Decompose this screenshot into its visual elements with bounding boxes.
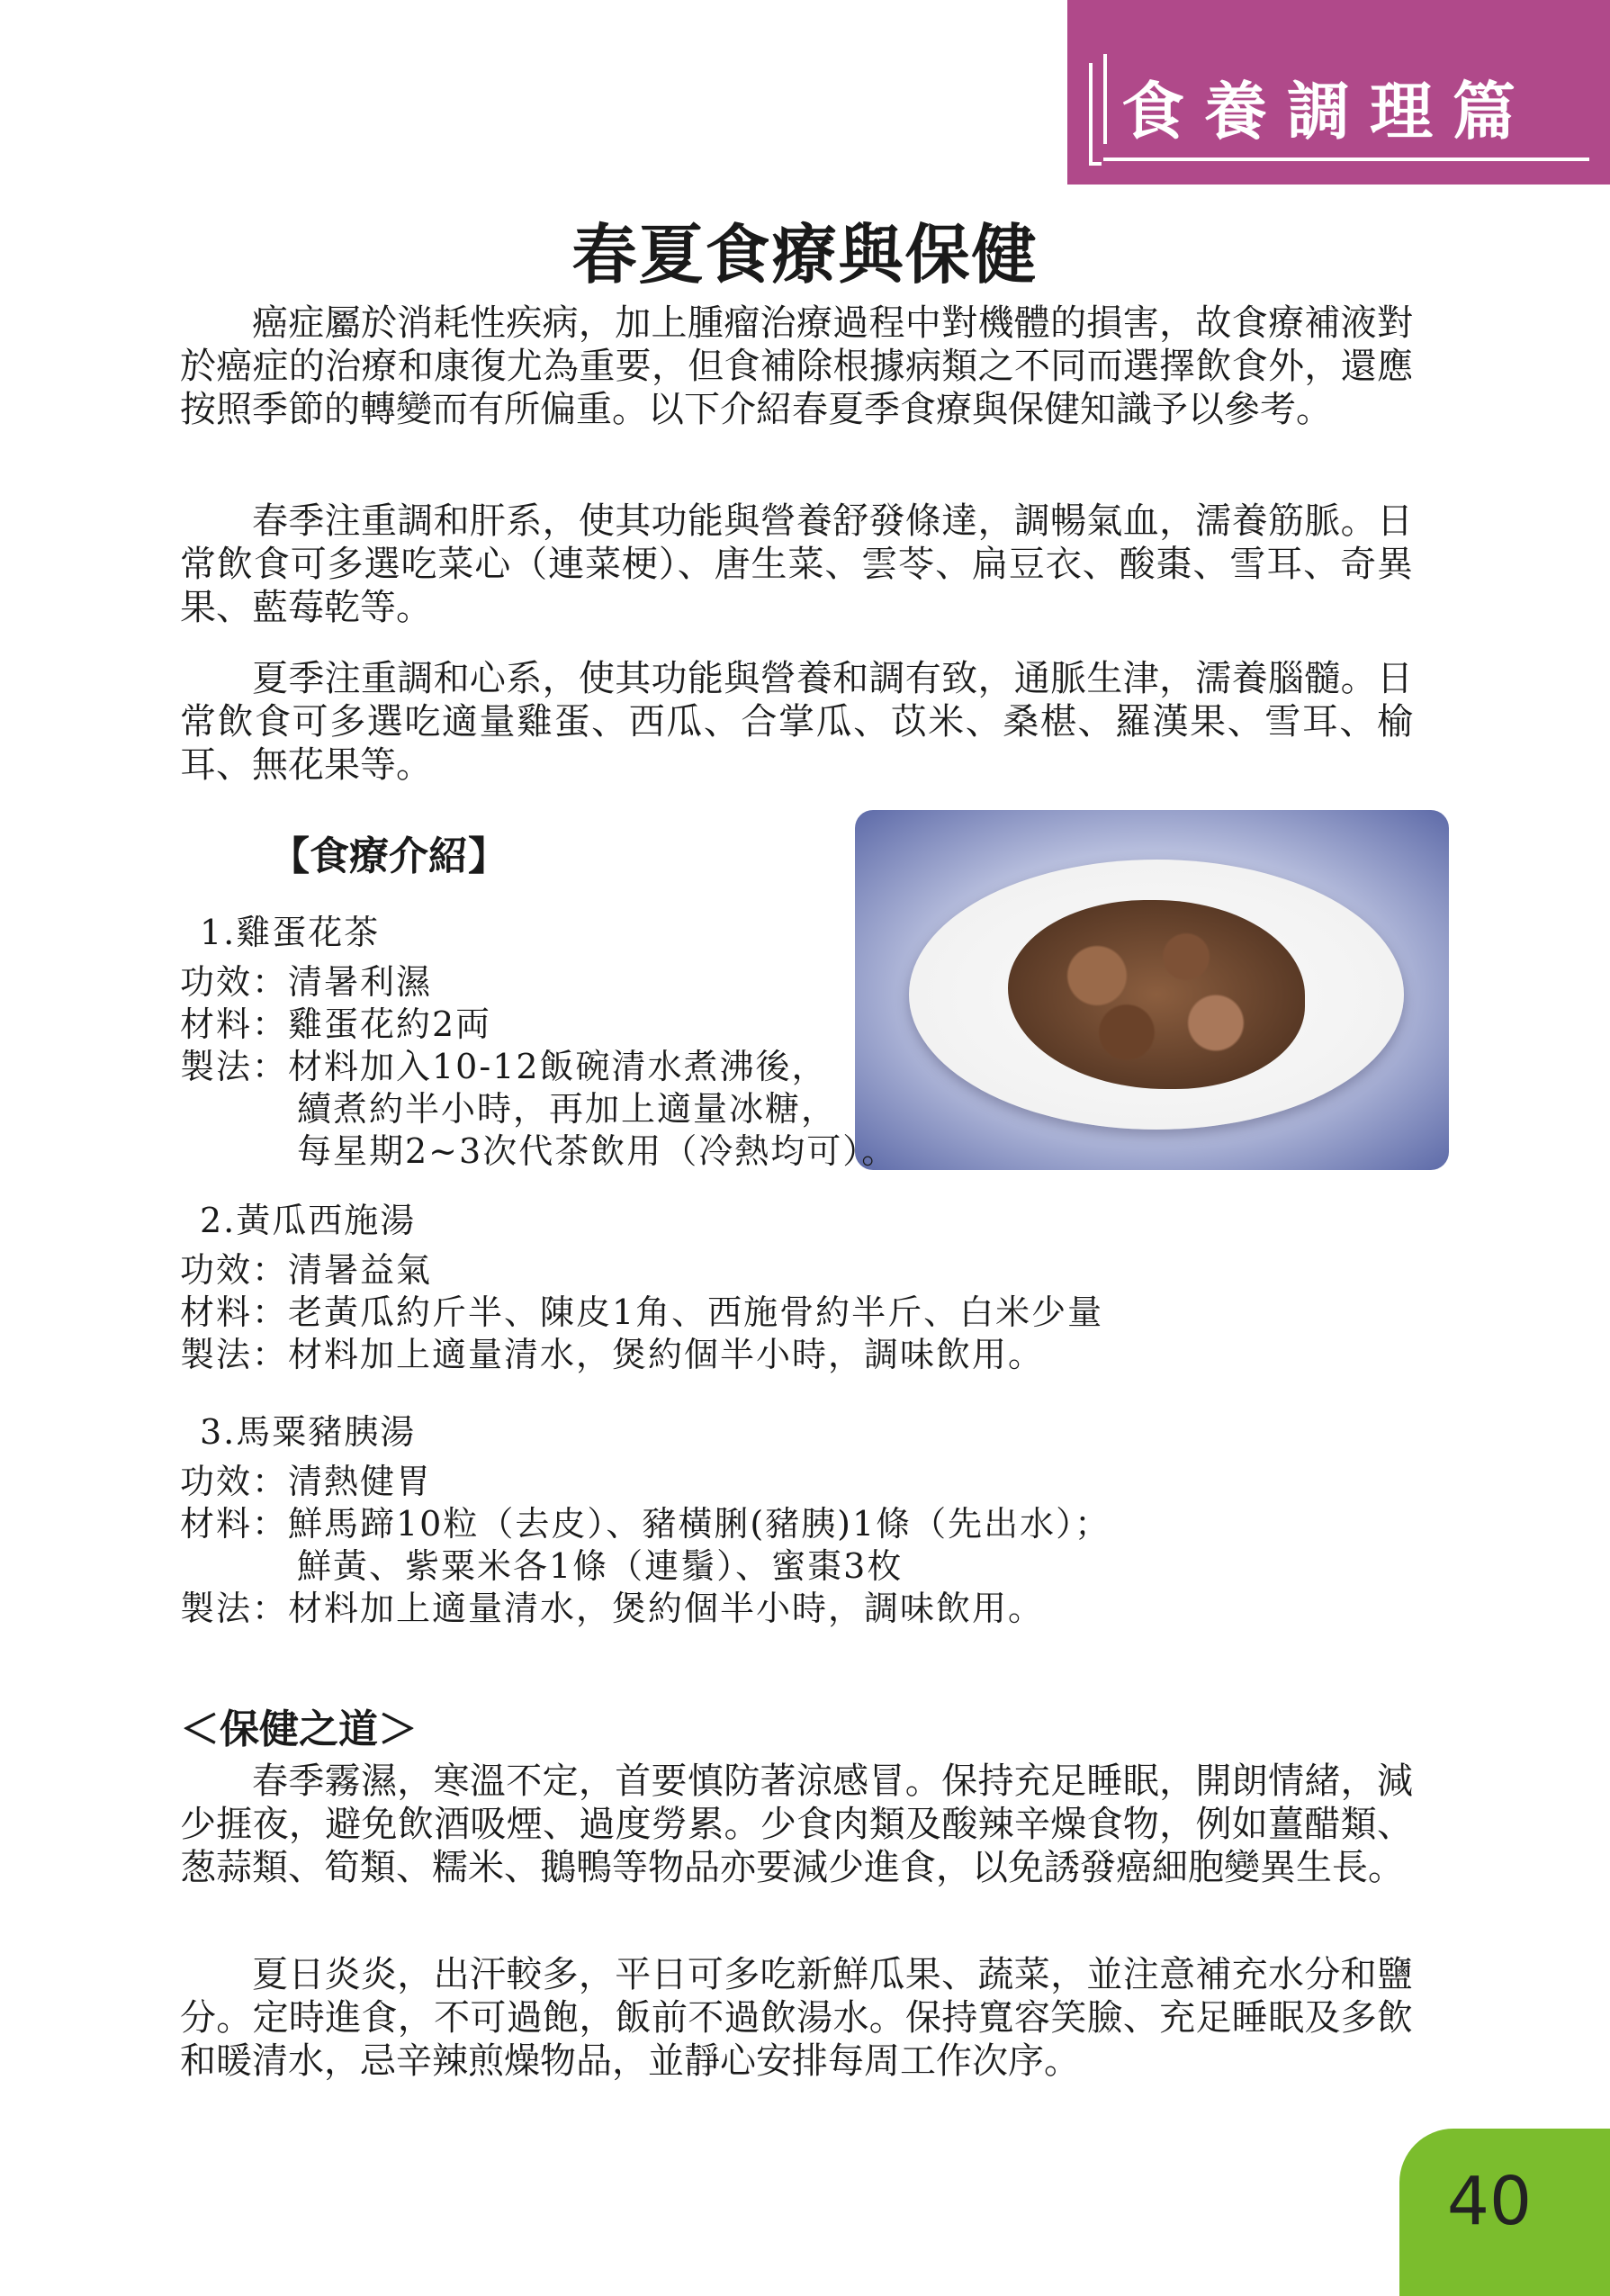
dried-flower-tea-photo xyxy=(855,810,1449,1170)
recipe-effect: 功效：清暑利濕 xyxy=(180,962,433,1002)
recipe-effect: 功效：清暑益氣 xyxy=(180,1250,433,1290)
recipe-method-continued: 每星期2~3次代茶飲用（冷熱均可）。 xyxy=(297,1131,898,1171)
recipe-ingredients-continued: 鮮黃、紫粟米各1條（連鬚）、蜜棗3枚 xyxy=(297,1546,904,1586)
recipe-title: 3.馬粟豬胰湯 xyxy=(200,1412,417,1452)
summer-diet-paragraph: 夏季注重調和心系，使其功能與營養和調有致，通脈生津，濡養腦髓。日常飲食可多選吃適量雞蛋、西瓜、合掌瓜、苡米、桑椹、羅漢果、雪耳、榆耳、無花果等。 xyxy=(180,658,1413,786)
tab-frame-corner xyxy=(1089,63,1102,166)
tab-frame-line xyxy=(1103,158,1589,161)
recipe-effect: 功效：清熱健胃 xyxy=(180,1462,433,1501)
page-number-box xyxy=(1399,2129,1610,2296)
recipe-method: 製法：材料加入10-12飯碗清水煮沸後， xyxy=(180,1047,828,1086)
section-tab xyxy=(1067,0,1610,185)
recipe-title: 2.黃瓜西施湯 xyxy=(200,1201,417,1240)
recipe-method-continued: 續煮約半小時，再加上適量冰糖， xyxy=(297,1089,838,1129)
diet-section-heading: 【食療介紹】 xyxy=(270,833,508,879)
spring-diet-paragraph: 春季注重調和肝系，使其功能與營養舒發條達，調暢氣血，濡養筋脈。日常飲食可多選吃菜心（連菜梗）、唐生菜、雲苓、扁豆衣、酸棗、雪耳、奇異果、藍莓乾等。 xyxy=(180,500,1413,628)
intro-paragraph: 癌症屬於消耗性疾病，加上腫瘤治療過程中對機體的損害，故食療補液對於癌症的治療和康復尤為重要，但食補除根據病類之不同而選擇飲食外，還應按照季節的轉變而有所偏重。以下介紹春夏季食療與保健知識予以參考。 xyxy=(180,302,1413,430)
recipe-method: 製法：材料加上適量清水，煲約個半小時，調味飲用。 xyxy=(180,1335,1045,1374)
page-title: 春夏食療與保健 xyxy=(571,217,1039,293)
tab-frame-vertical xyxy=(1103,54,1107,144)
page-number: 40 xyxy=(1446,2163,1533,2240)
recipe-ingredients: 材料：鮮馬蹄10粒（去皮）、豬橫脷(豬胰)1條（先出水）； xyxy=(180,1504,1111,1544)
dried-egg-flower-tea xyxy=(1008,900,1305,1089)
recipe-method: 製法：材料加上適量清水，煲約個半小時，調味飲用。 xyxy=(180,1589,1045,1628)
section-tab-label: 食養調理篇 xyxy=(1121,74,1535,149)
spring-health-paragraph: 春季霧濕，寒溫不定，首要慎防著涼感冒。保持充足睡眠，開朗情緒，減少捱夜，避免飲酒吸煙、過度勞累。少食肉類及酸辣辛燥食物，例如薑醋類、葱蒜類、筍類、糯米、鵝鴨等物品亦要減少進食，以免誘發癌細胞變異生長。 xyxy=(180,1760,1413,1888)
summer-health-paragraph: 夏日炎炎，出汗較多，平日可多吃新鮮瓜果、蔬菜，並注意補充水分和鹽分。定時進食，不可過飽，飯前不過飲湯水。保持寬容笑臉、充足睡眠及多飲和暖清水，忌辛辣煎燥物品，並靜心安排每周工作次序。 xyxy=(180,1954,1413,2082)
health-section-heading: ＜保健之道＞ xyxy=(180,1706,418,1752)
recipe-ingredients: 材料：雞蛋花約2両 xyxy=(180,1004,492,1044)
plate xyxy=(909,860,1404,1130)
recipe-title: 1.雞蛋花茶 xyxy=(200,913,381,952)
recipe-ingredients: 材料：老黃瓜約斤半、陳皮1角、西施骨約半斤、白米少量 xyxy=(180,1292,1104,1332)
